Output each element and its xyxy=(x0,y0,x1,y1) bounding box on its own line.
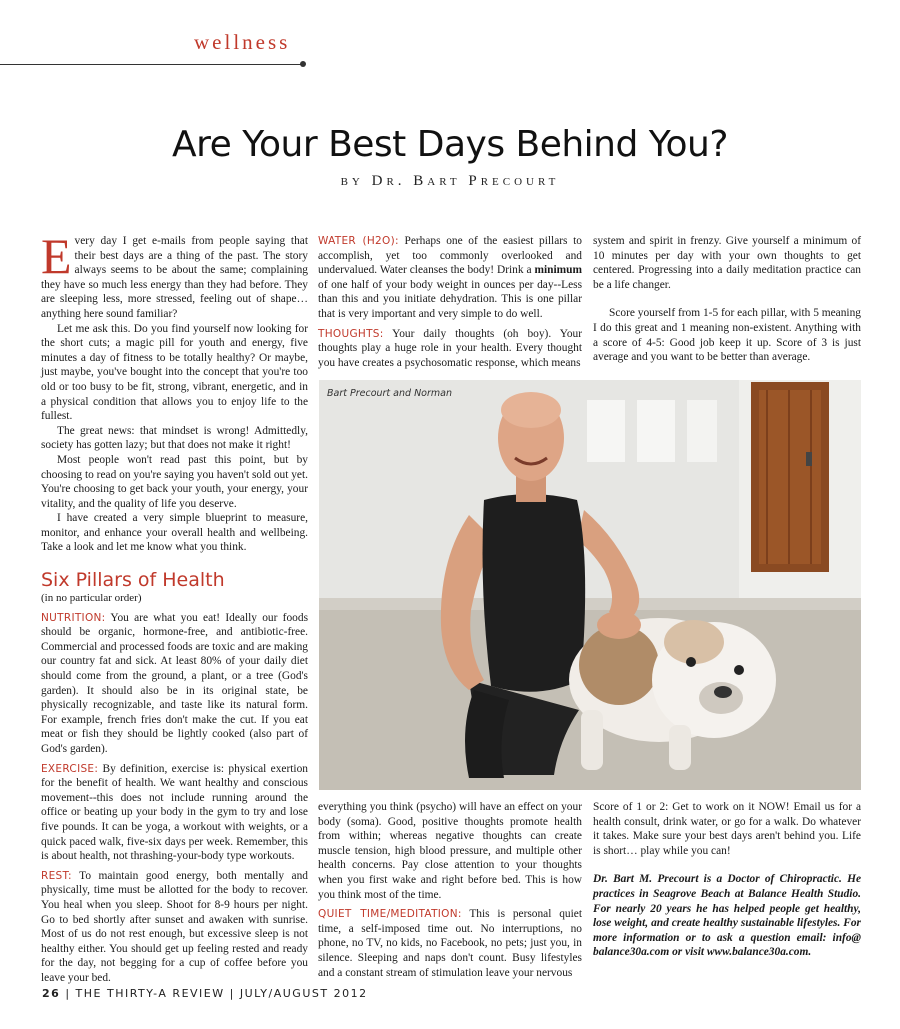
article-column-1 xyxy=(41,228,308,986)
article-column-3 xyxy=(593,234,861,365)
pillar-label: THOUGHTS: xyxy=(318,327,384,340)
pillars-heading: Six Pillars of Health xyxy=(41,569,225,592)
intro-paragraph xyxy=(41,228,308,322)
footer-separator: | xyxy=(65,987,71,1000)
intro-text: very day I get e-mails from people saying that their best days are a thing of the past. The story always seems to be about the same; complaining they have so much less energy than they had before. They are sleeping less, more stressed, feeling out of shape… anything here sound familiar? xyxy=(41,235,308,320)
pillar-water xyxy=(318,234,582,322)
header-rule-dot xyxy=(300,61,306,67)
header-rule xyxy=(0,64,302,65)
pillar-exercise xyxy=(41,762,308,864)
pillar-text: Your daily thoughts (oh boy). Your thoughts play a huge role in your health. Every thought you have creates a psychosomatic response, which means xyxy=(318,327,582,369)
pillar-label: REST: xyxy=(41,869,72,882)
pillar-label: NUTRITION: xyxy=(41,611,106,624)
photo-caption: Bart Precourt and Norman xyxy=(327,388,452,399)
issue-date: JULY/AUGUST 2012 xyxy=(239,987,368,1000)
article-photo xyxy=(319,380,861,790)
pillar-text: You are what you eat! Ideally our foods should be organic, hormone-free, and antibiotic-free. Commercial and processed foods are toxic and are making our country fat and sick. At least 80% of your daily diet should come from the ground, a plant, or a tree (God's garden). It should also be in its original state, be physically recognizable, and taste like its natural form. For example, french fries don't make the cut. If you eat meat or fish they should be lightly cooked (also part of God's garden). xyxy=(41,611,308,755)
pillar-nutrition xyxy=(41,611,308,757)
pillar-thoughts xyxy=(318,327,582,371)
section-label: wellness xyxy=(194,30,291,54)
author-bio: Dr. Bart M. Precourt is a Doctor of Chiropractic. He practices in Seagrove Beach at Balance Health Studio. For nearly 20 years he has helped people get healthy, lose weight, and create healthy sustainable lifestyles. For more information or to ask a question email: info@ balance30a.com or visit www.balance30a.com. xyxy=(593,873,861,959)
body-paragraph: Score of 1 or 2: Get to work on it NOW! Email us for a health consult, drink water, or go for a walk. Do whatever it takes. Make sure your best days aren't behind you. Life is short… play while you can! xyxy=(593,801,861,857)
photo-illustration xyxy=(319,380,861,790)
page-footer xyxy=(42,987,368,1000)
article-byline: by Dr. Bart Precourt xyxy=(340,173,560,189)
pillar-text: of one half of your body weight in ounces per day--Less than this and you initiate dehydration. This is one pillar that is very important and very simple to do well. xyxy=(318,278,582,320)
pillar-quiet-time xyxy=(318,907,582,980)
body-paragraph: Let me ask this. Do you find yourself now looking for the short cuts; a magic pill for youth and energy, five minutes a day of fitness to be totally healthy? Or maybe, just maybe, you've bought into the concept that you're too old or too busy to be fit, strong, vibrant, energetic, and in a physical condition that allows you to enjoy life to the fullest. xyxy=(41,322,308,423)
pillar-label: QUIET TIME/MEDITATION: xyxy=(318,908,462,921)
page-number: 26 xyxy=(42,987,61,1000)
pillar-text: This is personal quiet time, a self-imposed time out. No interruptions, no phone, no TV, no kids, no Facebook, no pets; just you, in silence. Sleeping and naps don't count. Busy lifestyles and a constant stream of stimulation leave your nervous xyxy=(318,908,582,979)
pillar-text: By definition, exercise is: physical exertion for the benefit of health. We want healthy and conscious movement--this does not include running around the office or beating up your body in the gym to try and lose five pounds. It can be yoga, a workout with weights, or a quick paced walk, five-six days per week. Remember, this is about health, not thrashing-your-body type workouts. xyxy=(41,762,308,863)
body-paragraph: Score yourself from 1-5 for each pillar, with 5 meaning I do this great and 1 meaning non-existent. Anything with a score of 4-5: Good job keep it up. Score of 3 is just average and you want to be better than average. xyxy=(593,307,861,364)
pillars-subheading: (in no particular order) xyxy=(41,592,142,605)
article-title: Are Your Best Days Behind You? xyxy=(172,124,728,165)
article-column-2-continued xyxy=(318,800,582,980)
pillar-rest xyxy=(41,869,308,986)
body-paragraph: system and spirit in frenzy. Give yourself a minimum of 10 minutes per day with your own thoughts to get centered. Progressing into a daily meditation practice can be a life changer. xyxy=(593,235,861,291)
body-paragraph: Most people won't read past this point, but by choosing to read on you're saying you haven't sold out yet. You're choosing to get back your youth, your energy, your vitality, and the quality of life you deserve. xyxy=(41,453,308,510)
article-column-3-continued xyxy=(593,800,861,960)
pillar-label: WATER (H2O): xyxy=(318,235,399,247)
pillar-text: Perhaps one of the easiest pillars to accomplish, yet too commonly overlooked and undervalued. Water cleanses the body! Drink a xyxy=(318,235,583,277)
body-paragraph: I have created a very simple blueprint to measure, monitor, and enhance your overall health and wellbeing. Take a look and let me know what you think. xyxy=(41,512,308,554)
drop-cap: E xyxy=(41,228,72,284)
body-paragraph: everything you think (psycho) will have an effect on your body (soma). Good, positive thoughts promote health from within; whereas negative thoughts can create muscle tension, high blood pressure, and multiple other health concerns. Pay close attention to your thoughts when you first wake and right before bed. This is how you think most of the time. xyxy=(318,801,582,901)
pillar-label: EXERCISE: xyxy=(41,762,99,775)
article-column-2 xyxy=(318,234,582,370)
pillar-text: To maintain good energy, both mentally and physically, time must be allotted for the body to recover. You heal when you sleep. Shoot for 8-9 hours per night. Go to bed shortly after sunset and awaken with sunrise. Most of us do not rest enough, but excessive sleep is not healthy either. You should get up feeling rested and ready for the day, not begging for a cup of coffee before you leave your bed. xyxy=(41,869,308,984)
body-paragraph: The great news: that mindset is wrong! Admittedly, society has gotten lazy; but that does not make it right! xyxy=(41,424,308,452)
emphasis-text: minimum xyxy=(534,264,582,277)
publication-name: THE THIRTY-A REVIEW xyxy=(75,987,225,1000)
footer-separator: | xyxy=(229,987,235,1000)
